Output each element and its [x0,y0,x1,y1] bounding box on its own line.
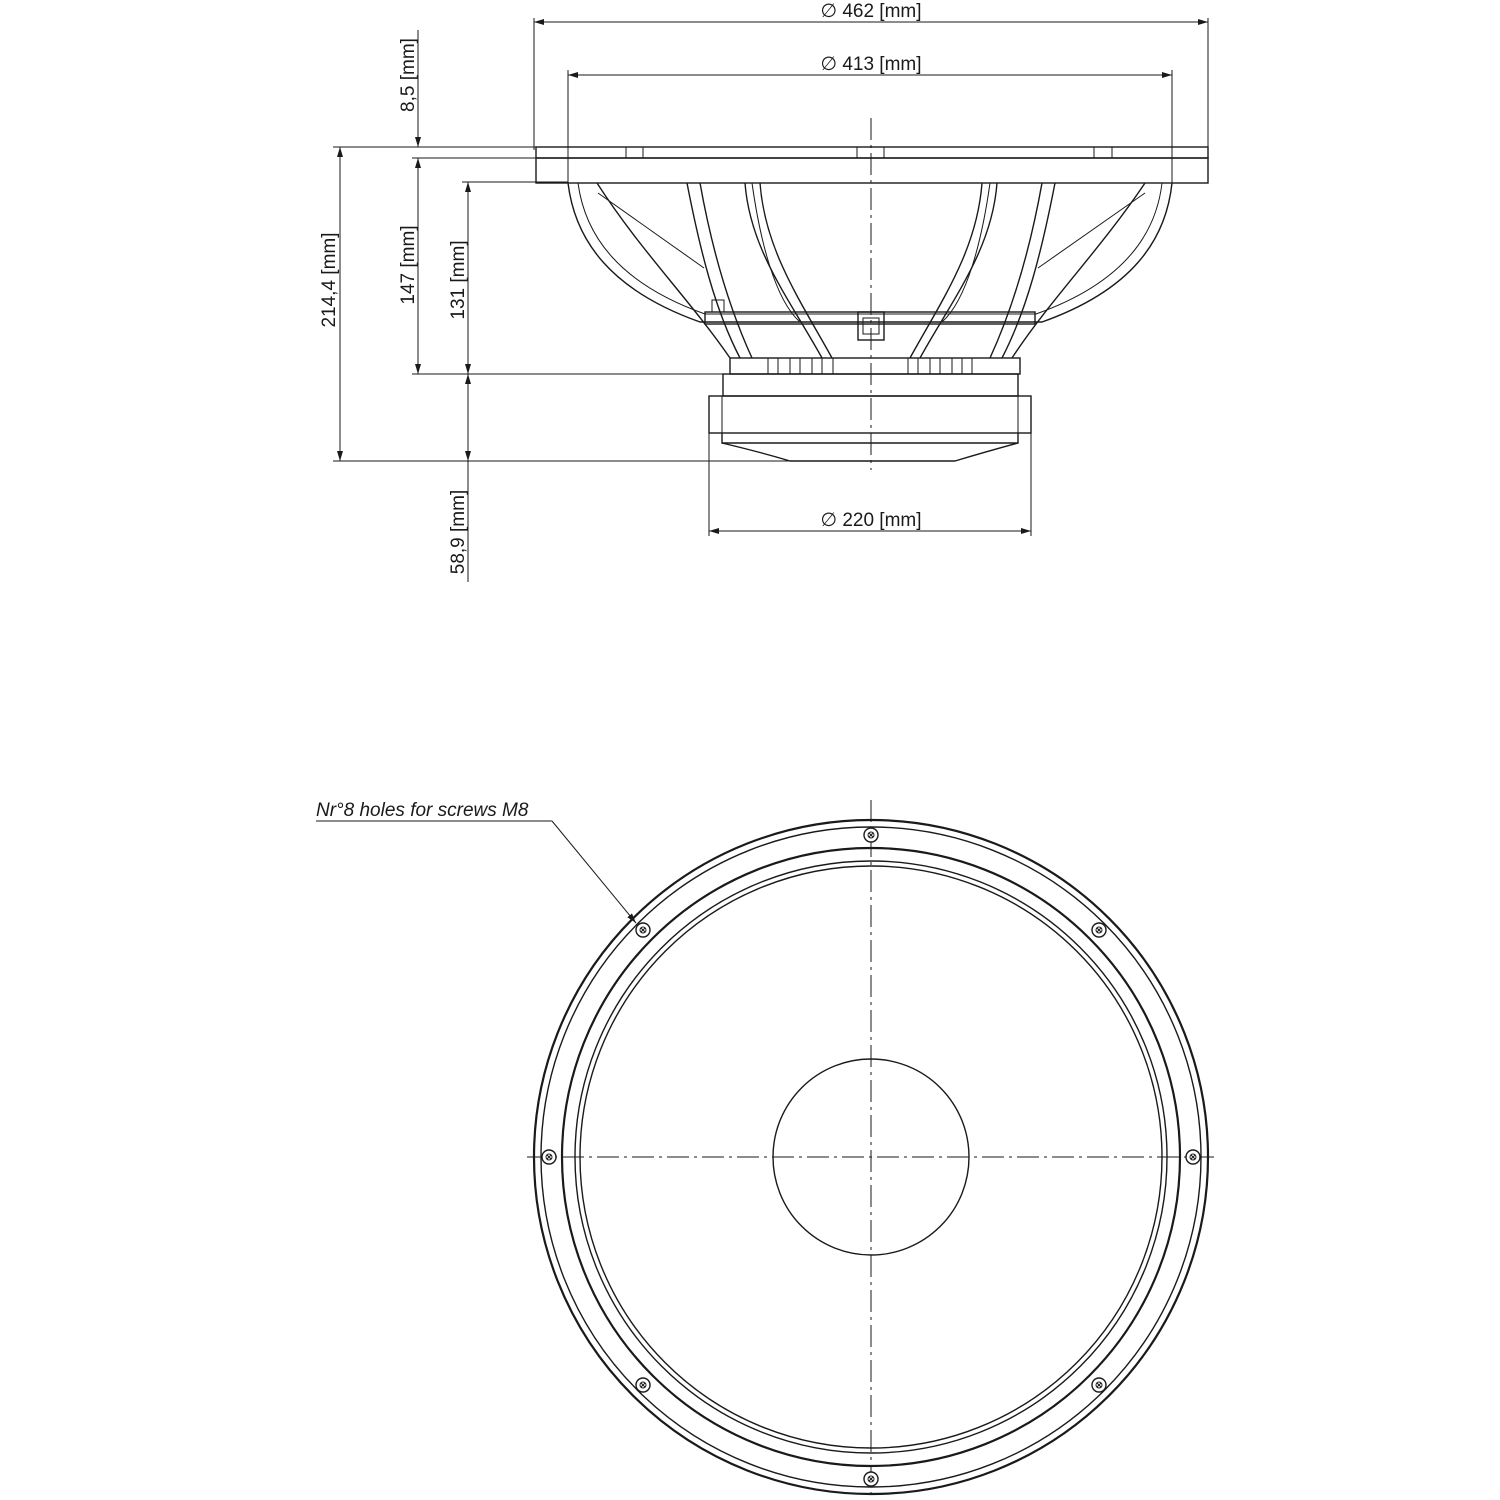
screw-hole-icon [864,828,878,842]
flange-body [536,158,1208,183]
magnet [709,396,1031,433]
dim-basket-depth: 131 [mm] [448,240,469,320]
vent-fins [730,358,1020,374]
flange-top [536,147,1208,158]
screw-hole-icon [542,1150,556,1164]
basket-bowl [568,183,1172,322]
dim-mounting-depth: 147 [mm] [398,225,419,305]
screw-hole-icon [636,1378,650,1392]
side-view [536,118,1208,470]
back-plate [722,433,1018,443]
dim-baffle-diameter: ∅ 413 [mm] [820,54,922,75]
dimensions [319,1,1208,582]
basket-spoke [597,183,730,358]
dim-magnet-diameter: ∅ 220 [mm] [820,510,922,531]
screw-hole-icon [1092,923,1106,937]
front-view [316,800,1218,1500]
holes-note: Nr°8 holes for screws M8 [316,800,529,821]
screw-hole-icon [636,923,650,937]
dim-total-depth: 214,4 [mm] [319,232,340,328]
screw-hole-icon [1186,1150,1200,1164]
dim-outer-diameter: ∅ 462 [mm] [820,1,922,22]
dim-motor-depth: 58,9 [mm] [448,489,469,575]
leader-arrow [552,821,636,923]
screw-hole-icon [1092,1378,1106,1392]
back-cover [722,443,1018,461]
screw-hole-icon [864,1472,878,1486]
dim-flange-thickness: 8,5 [mm] [398,38,419,112]
